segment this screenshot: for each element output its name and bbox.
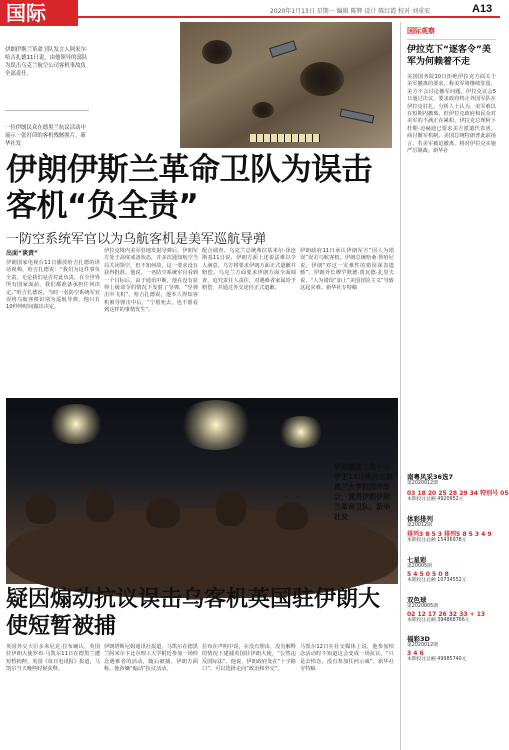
measuring-ruler [250,134,320,142]
debris-fragment [269,40,297,58]
person [26,494,56,524]
story2-column-2 [104,644,198,748]
story-kicker: 出面“谈责” [6,250,38,257]
lottery-title: 体彩排列 [407,514,433,523]
lottery-issue: 第2020005期 [407,603,438,609]
second-headline: 疑因煽动抗议误击乌客机英国驻伊朗大使短暂被捕 [6,587,381,639]
story-text: 伊朗国家电视台11日播放哈吉扎德的讲话视频。哈吉扎德说：“我们为这件事负全责。无论我们是否对此负责，在全世界所有国家面前，我们都准备承担任何决定。”哈吉扎德说，当时一名防空系统军官误将乌航客机识别为巡航导弹，他只有10秒钟时间做出决定。 [6,260,100,311]
lottery-issue: 第20005期 [407,564,432,570]
story-text: 马凯尔12日在社交媒体上说，他参加悼念活动时不知道这会变成一场抗议，“只是去悼念，没有参加任何示威”。新华社专特稿 [300,644,394,673]
lottery-title: 七星彩 [407,556,427,565]
story-column-1 [6,248,100,404]
impact-hole [252,102,274,118]
story-text: 拉布在声明中说，在没有理由、没有解释的情况下逮捕英国驻伊朗大使，“公然违反国际法”。他说，伊朗政府处在“十字路口”，可以选择走向“政治和外交”。 [202,644,296,673]
page-number: A13 [472,3,493,15]
street-light [276,416,326,448]
story-column-4 [300,248,394,404]
lottery-item [407,634,497,664]
story-text: 伊朗政府11日承认伊朗军方“因人为错误”误击乌航客机。伊朗总统哈桑·鲁哈尼说，伊朗“对这一灾难性的错误深表遗憾”。伊朗外长穆罕默德·贾瓦德·扎里夫说，“人为错误”加上“美国冒险主义”导致这起灾难。新华社专特稿 [300,248,394,292]
person [216,490,246,526]
section-tag: 国际 [0,0,78,26]
header-rule [78,16,500,18]
lottery-numbers: 02 12 17 26 32 33 + 13 [407,610,486,618]
lottery-note: 本期投注总额 49985740元 [407,657,467,663]
debris-fragment [340,109,375,124]
lottery-title: 双色球 [407,595,427,604]
story-column-2 [104,248,198,404]
dateline: 2020年1月13日 星期一 编辑 陈辉 设计 陈红霞 校对 刘重宏 [270,8,431,15]
caption-divider [5,110,89,111]
street-light [46,404,106,444]
lottery-item [407,472,509,504]
sidebar-title: 伊拉克下“逐客令”美军为何赖着不走 [407,45,491,67]
person [276,502,308,530]
divider [407,39,496,40]
impact-hole [300,62,344,96]
sidebar-section-label: 国际观察 [407,27,435,35]
sidebar-text: 美国国务院10日拒绝伊拉克方面关于美军撤离的要求，称美军将继续驻留，美方不会讨论撤军问题。伊拉克议会5日通过决议，要求政府终止外国军队在伊拉克驻扎。分析人士认为，美军难以在短期内撤离，但伊拉克政府和民众对美军的不满正在累积。伊拉克总理阿卜杜勒-迈赫迪已要求美方派遣代表团，商讨撤军机制。美国总统特朗普此前扬言，若美军被迫撤离，将对伊拉克实施严厉制裁。新华社 [407,74,496,155]
story-text: 配合调查。乌克兰总统弗拉基米尔·泽连斯基11日说，伊朗方面上述说法难以令人满意，乌方将要求伊朗方面正式道歉并赔偿。乌克兰方面要求伊朗方面全面调查，追究责任人责任，对遇难者家属给予赔偿，并通过外交途径正式道歉。 [202,248,296,292]
main-headline: 伊朗伊斯兰革命卫队为误击客机“负全责” [6,152,372,224]
impact-hole [202,40,232,64]
lottery-numbers: 5 4 5 0 5 0 8 [407,570,449,578]
person [86,488,114,522]
story-column-3 [202,248,296,404]
lottery-title: 福彩3D [407,635,430,644]
story-text: 英国外交大臣多米尼克·拉布确认，英国驻伊朗大使罗布·马凯尔11日在德黑兰遭短暂拘押。英国《每日电讯报》报道，马凯尔当天晚些时候获释。 [6,644,100,673]
story-text: 伊拉克境内美军驻地发射导弹后，伊朗军方处于高度戒备状态，并多次通知航空当局关闭领空，但不知何故，这一要求没有获得批准。他说，一名防空系统军官看到一个目标后，由于通讯中断，他在没有获得上级命令的情况下发射了导弹，“导弹击中飞机”。哈吉扎德说，他本人得知客机被导弹击中后，“宁愿死去，也不愿看到这样的事情发生”。 [104,248,198,314]
lottery-note: 本期投注总额 15436978元 [407,538,467,544]
lottery-item [407,555,497,585]
main-subhead: 一防空系统军官以为乌航客机是美军巡航导弹 [6,232,267,247]
lottery-item [407,595,497,625]
lottery-numbers: 03 18 20 25 28 29 34 特别号 05 [407,489,509,497]
lottery-title: 南粤风采36选7 [407,473,454,481]
person [146,498,180,528]
photo1-caption-b: 一位伊朗民众在德黑兰抗议活动中展示一张打印的客机残骸照片。新华社发 [5,125,86,147]
sidebar [400,22,509,750]
debris-photo [180,22,392,148]
lottery-numbers: 3 4 6 [407,650,424,658]
story2-column-4 [300,644,394,748]
protest-photo-caption: 伊朗德黑兰数千名学生11日晚间在德黑兰大学校园外集会，谴责伊朗伊斯兰革命卫队。新华社发 [334,463,393,521]
lottery-issue: 第20012期 [407,522,432,528]
lottery-item [407,514,497,546]
story2-column-3 [202,644,296,748]
lottery-note: 本期投注总额 4920952元 [407,496,464,502]
story-text: 伊朗塔斯尼姆通讯社报道，马凯尔在德黑兰阿米尔卡比尔理工大学附近参加一场悼念遇难者的活动，随后被捕。伊朗方面称，他涉嫌“煽动”抗议活动。 [104,644,198,673]
lottery-numbers: 排列3 8 5 3 排列5 8 5 3 4 9 [407,531,492,539]
lottery-note: 本期投注总额 10734552元 [407,577,467,583]
street-light [176,400,256,450]
lottery-note: 本期投注总额 394868766元 [407,617,470,623]
lottery-issue: 第2020012期 [407,481,438,486]
lottery-issue: 第2020012期 [407,643,438,649]
photo1-caption-a: 伊朗伊斯兰革命卫队发言人阿米尔·哈吉扎德11日说，由他领导的部队为误击乌克兰航空公司客机事故负全部责任。 [5,47,88,77]
lottery-board [407,472,509,664]
story2-column-1 [6,644,100,748]
